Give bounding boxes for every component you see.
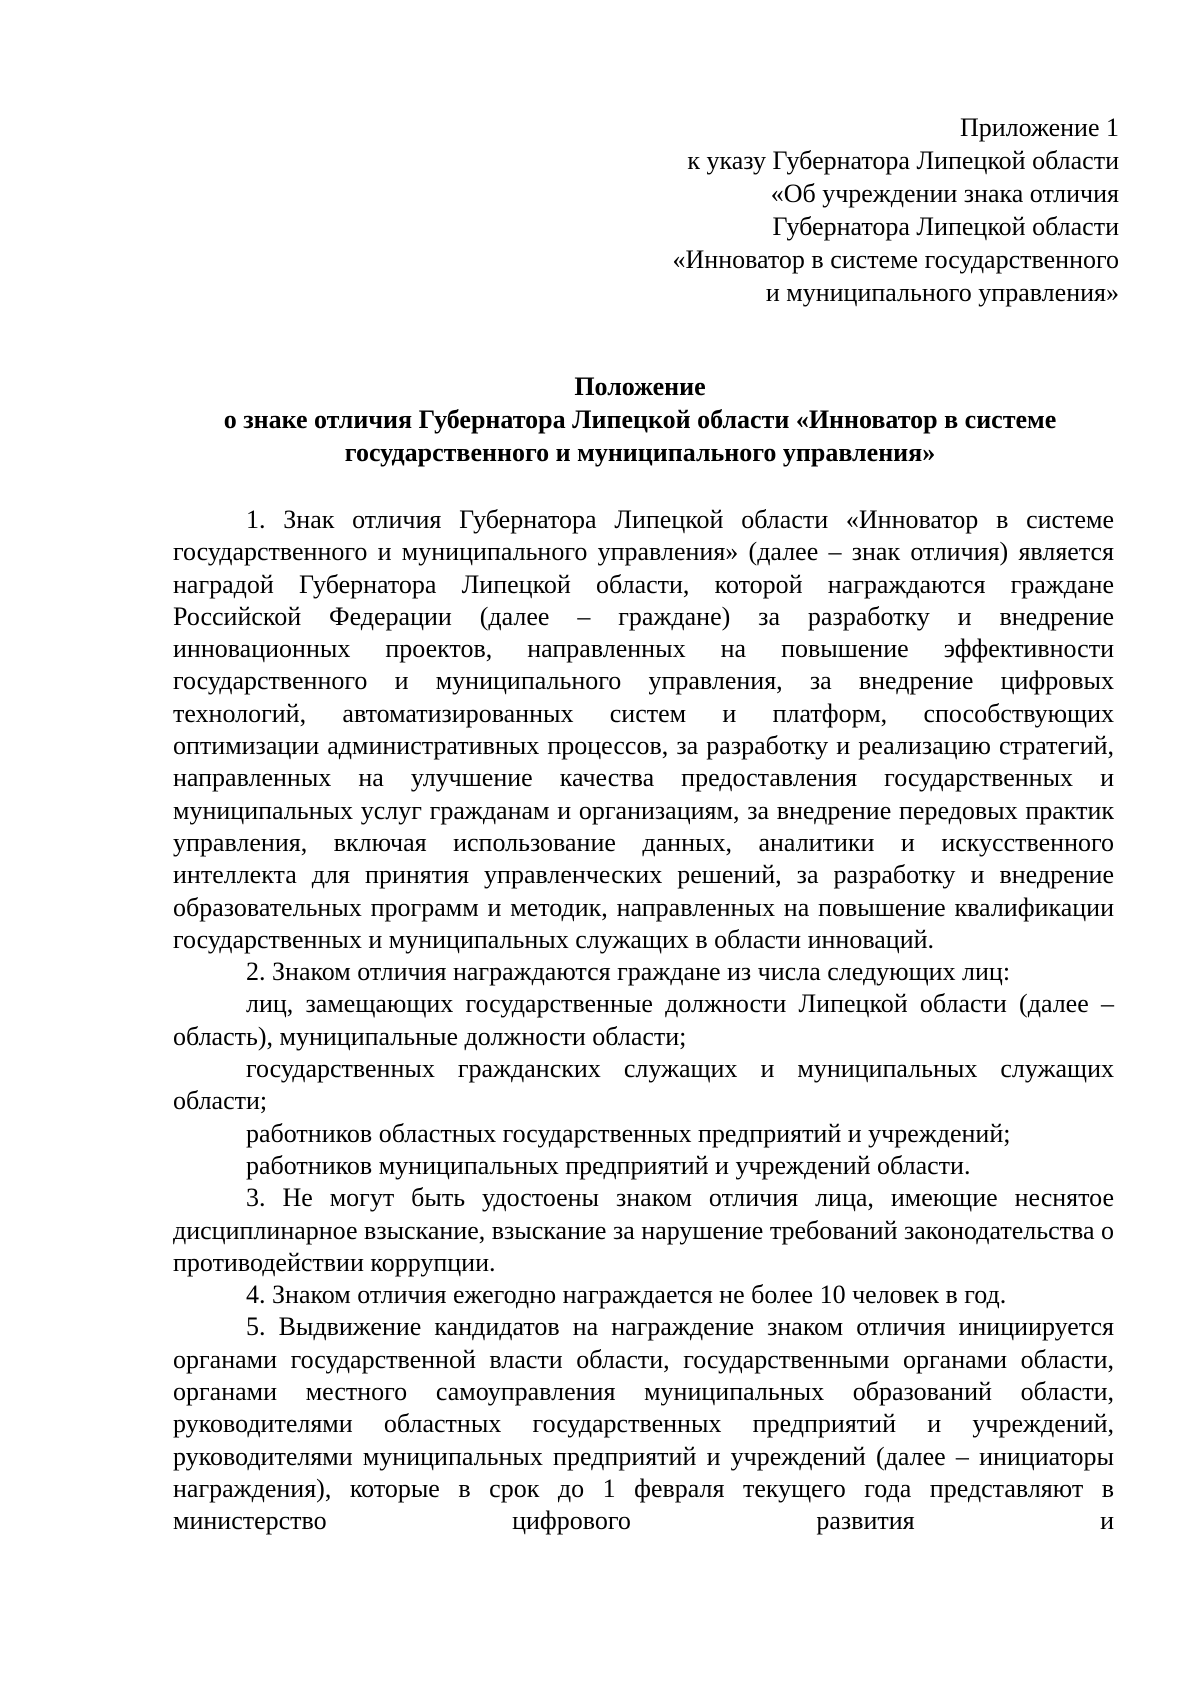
appendix-line: «Инноватор в системе государственного [672, 245, 1119, 274]
paragraph-2: 2. Знаком отличия награждаются граждане из числа следующих лиц: [246, 957, 1011, 987]
appendix-line: «Об учреждении знака отличия [770, 179, 1119, 208]
appendix-line: Губернатора Липецкой области [772, 212, 1119, 241]
paragraph-1: 1. Знак отличия Губернатора Липецкой области «Инноватор в системе государственного и муниципального управления» (далее – знак отличия) является наградой Губернатора Липецкой области, которой награждаются граждане Российской Федерации (далее – граждане) за разработку и внедрение инновационных проектов, направленных на повышение эффективности государственного и муниципального управления, за внедрение цифровых технологий, автоматизированных систем и платформ, способствующих оптимизации административных процессов, за разработку и реализацию стратегий, направленных на улучшение качества предоставления государственных и муниципальных услуг гражданам и организациям, за внедрение передовых практик управления, включая использование данных, аналитики и искусственного интеллекта для принятия управленческих решений, за разработку и внедрение образовательных программ и методик, направленных на повышение квалификации государственных и муниципальных служащих в области инноваций. [173, 505, 1114, 954]
title-line: государственного и муниципального управления» [344, 438, 936, 467]
paragraph-5: 5. Выдвижение кандидатов на награждение знаком отличия инициируется органами государственной власти области, государственными органами области, органами местного самоуправления муниципальных образований области, руководителями областных государственных предприятий и учреждений, руководителями муниципальных предприятий и учреждений (далее – инициаторы награждения), которые в срок до 1 февраля текущего года представляют в министерство цифрового развития и [173, 1312, 1114, 1536]
appendix-line: и муниципального управления» [765, 278, 1119, 307]
title-line: Положение [574, 372, 706, 401]
appendix-line: к указу Губернатора Липецкой области [687, 146, 1119, 175]
paragraph-2-item-4: работников муниципальных предприятий и учреждений области. [246, 1150, 971, 1180]
paragraph-2-item-3: работников областных государственных предприятий и учреждений; [246, 1118, 1011, 1148]
paragraph-3: 3. Не могут быть удостоены знаком отличия лица, имеющие неснятое дисциплинарное взыскание, взыскание за нарушение требований законодательства о противодействии коррупции. [173, 1183, 1114, 1277]
title-line: о знаке отличия Губернатора Липецкой области «Инноватор в системе [223, 405, 1057, 434]
paragraph-2-item-2: государственных гражданских служащих и муниципальных служащих области; [173, 1054, 1114, 1116]
appendix-line: Приложение 1 [959, 113, 1119, 142]
document-title [160, 370, 1120, 469]
appendix-header [673, 111, 1120, 309]
paragraph-2-item-1: лиц, замещающих государственные должности Липецкой области (далее – область), муниципальные должности области; [173, 989, 1114, 1051]
document-body [173, 504, 1114, 1538]
paragraph-4: 4. Знаком отличия ежегодно награждается не более 10 человек в год. [246, 1280, 1007, 1310]
